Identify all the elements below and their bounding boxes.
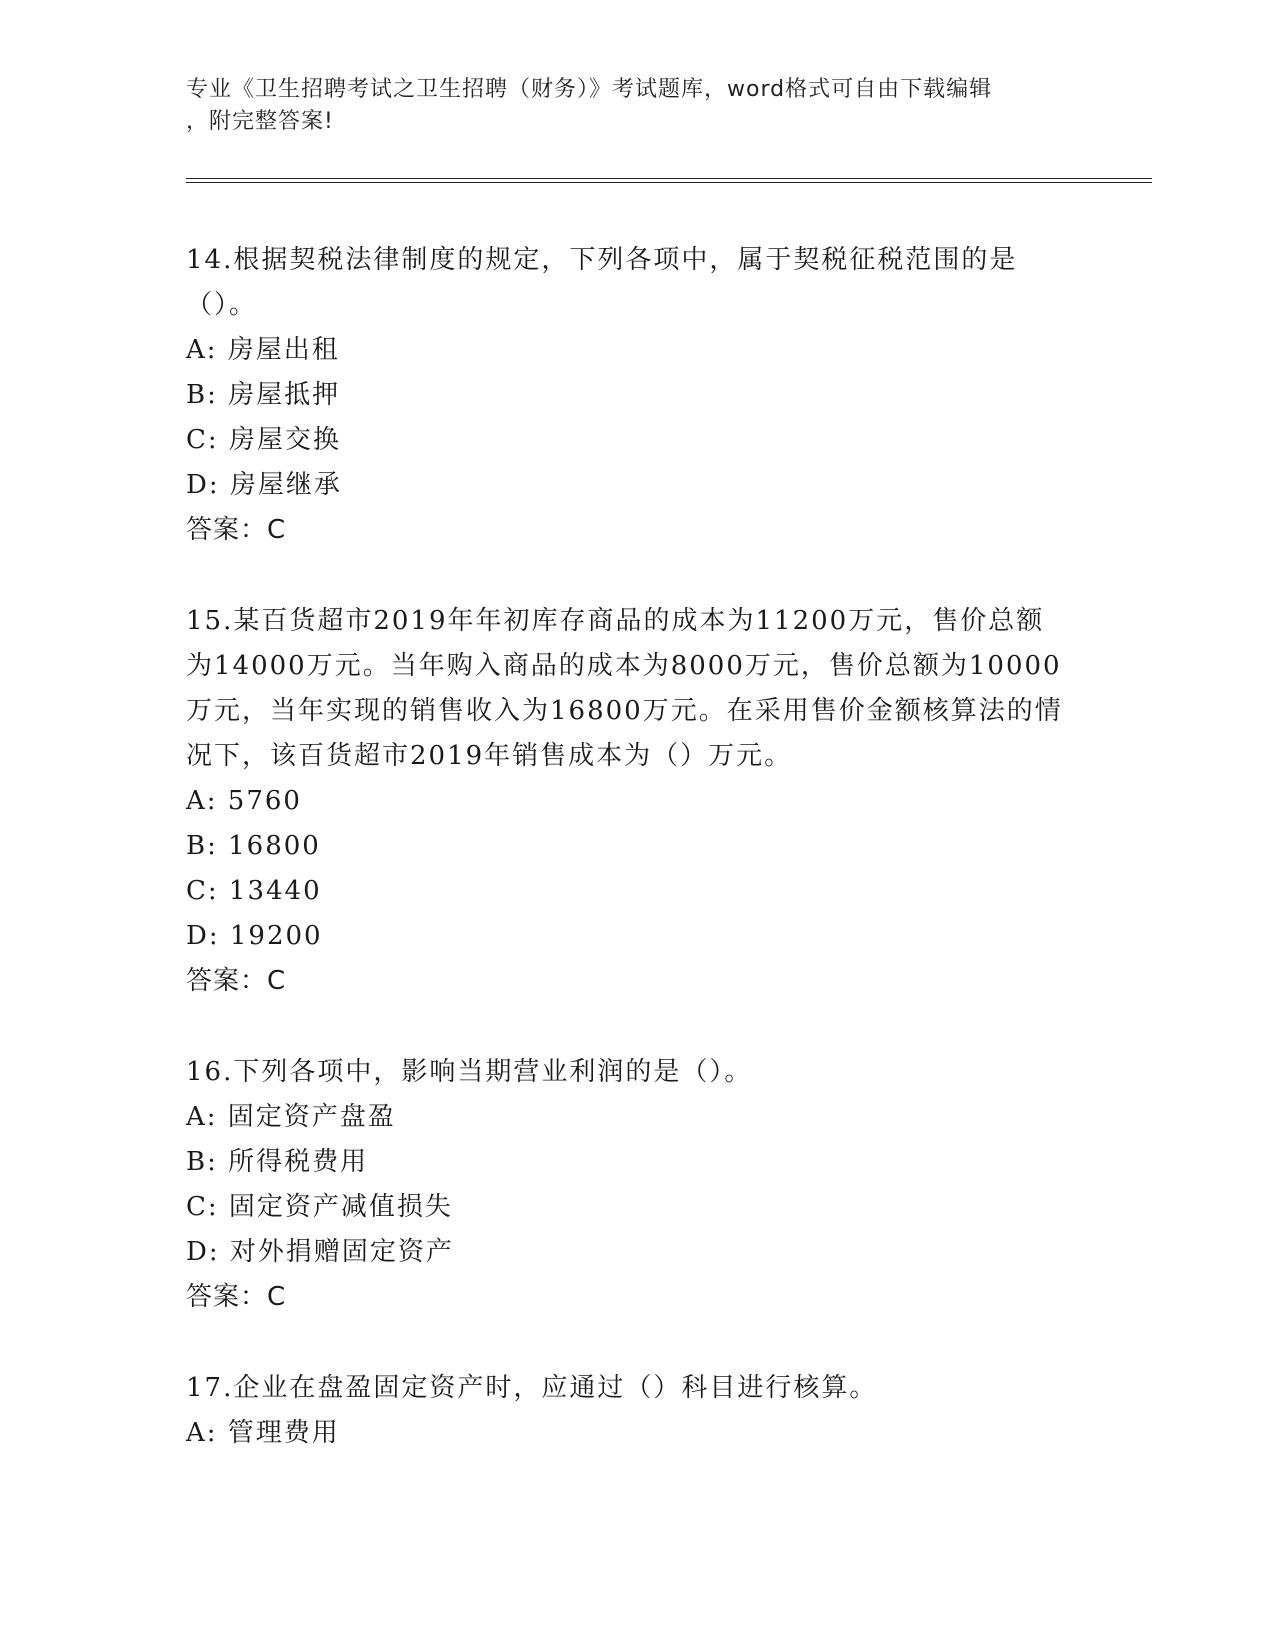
option-a: A: 房屋出租 — [186, 335, 340, 365]
question-stem: 15.某百货超市2019年年初库存商品的成本为11200万元，售价总额为14000万元。当年购入商品的成本为8000万元，售价总额为10000万元，当年实现的销售收入为16800万元。在采用售价金额核算法的情况下，该百货超市2019年销售成本为（）万元。 — [186, 606, 1063, 771]
option-c: C: 13440 — [186, 876, 322, 906]
question-14 — [186, 238, 1066, 553]
question-stem: 16.下列各项中，影响当期营业利润的是（）。 — [186, 1057, 753, 1087]
answer-label: 答案：C — [186, 1282, 287, 1312]
option-c: C: 固定资产减值损失 — [186, 1192, 453, 1222]
option-d: D: 19200 — [186, 921, 323, 951]
option-a: A: 管理费用 — [186, 1418, 340, 1448]
question-17 — [186, 1366, 1066, 1456]
option-b: B: 所得税费用 — [186, 1147, 369, 1177]
option-a: A: 5760 — [186, 786, 302, 816]
option-a: A: 固定资产盘盈 — [186, 1102, 396, 1132]
question-stem: 14.根据契税法律制度的规定，下列各项中，属于契税征税范围的是（）。 — [186, 245, 1018, 320]
option-b: B: 房屋抵押 — [186, 380, 341, 410]
header-line-2: ，附完整答案! — [186, 109, 334, 134]
question-stem: 17.企业在盘盈固定资产时，应通过（）科目进行核算。 — [186, 1373, 878, 1403]
option-d: D: 对外捐赠固定资产 — [186, 1237, 454, 1267]
header-divider-top — [186, 178, 1152, 179]
option-c: C: 房屋交换 — [186, 425, 341, 455]
question-16 — [186, 1050, 1066, 1320]
option-b: B: 16800 — [186, 831, 321, 861]
question-15 — [186, 599, 1066, 1004]
answer-label: 答案：C — [186, 515, 287, 545]
document-header — [186, 74, 1066, 138]
header-line-1: 专业《卫生招聘考试之卫生招聘（财务）》考试题库，word格式可自由下载编辑 — [186, 77, 993, 102]
header-divider-bottom — [186, 182, 1152, 183]
option-d: D: 房屋继承 — [186, 470, 342, 500]
question-list — [186, 238, 1066, 1502]
answer-label: 答案：C — [186, 966, 287, 996]
